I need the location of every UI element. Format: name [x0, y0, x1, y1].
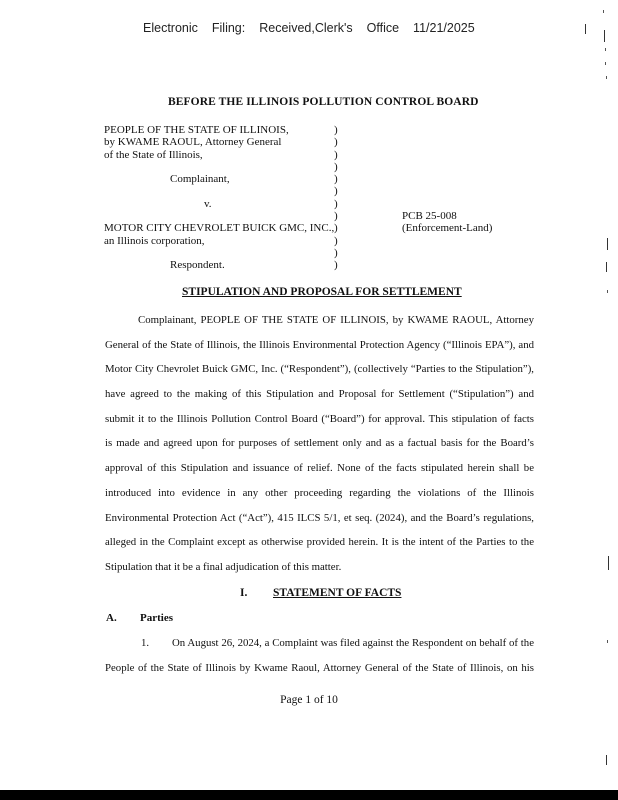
stamp-part: Electronic [143, 21, 198, 35]
intro-line: alleged in the Complaint except as otherwise provided herein. It is the intent of the Parties to the [105, 536, 534, 549]
scan-dot [606, 76, 607, 79]
scan-mark [606, 755, 607, 765]
scan-dot [603, 10, 604, 13]
scan-dot [605, 62, 606, 65]
intro-line: Complainant, PEOPLE OF THE STATE OF ILLINOIS, by KWAME RAOUL, Attorney [138, 314, 534, 326]
intro-line: General of the State of Illinois, the Illinois Environmental Protection Agency (“Illinois EPA”), and [105, 338, 534, 351]
document-title: STIPULATION AND PROPOSAL FOR SETTLEMENT [182, 286, 462, 298]
caption-line: by KWAME RAOUL, Attorney General [104, 136, 282, 149]
paragraph-1 [105, 636, 534, 685]
intro-line: have agreed to the making of this Stipulation and Proposal for Settlement (“Stipulation”) and [105, 388, 534, 401]
subsection-title: Parties [140, 612, 173, 624]
subsection-heading-parties [106, 612, 173, 624]
caption-line: v. [204, 197, 212, 210]
intro-line: Motor City Chevrolet Buick GMC, Inc. (“Respondent”), (collectively “Parties to the Stipulation”), [105, 363, 534, 376]
intro-line: is made and agreed upon for purposes of settlement only and as a factual basis for the Board’s [105, 437, 534, 450]
caption-left [104, 124, 334, 272]
scan-mark [585, 24, 586, 34]
bracket: ) [334, 234, 338, 247]
stamp-part: Filing: [211, 21, 246, 35]
intro-line: submit it to the Illinois Pollution Control Board (“Board”) for approval. This stipulation of facts [105, 412, 534, 425]
paragraph-number: 1. [141, 637, 150, 649]
paragraph-line-text: On August 26, 2024, a Complaint was filed against the Respondent on behalf of the [172, 637, 534, 649]
bracket: ) [334, 246, 338, 259]
caption-line [104, 210, 334, 222]
scan-mark [604, 30, 605, 42]
caption-line: Respondent. [170, 259, 225, 272]
bracket: ) [334, 222, 338, 235]
caption-brackets [334, 124, 338, 272]
bracket: ) [334, 210, 338, 223]
stamp-part: Received,Clerk's [259, 21, 353, 35]
section-title: STATEMENT OF FACTS [273, 587, 402, 599]
bracket: ) [334, 259, 338, 272]
caption-line [104, 247, 334, 259]
section-number: I. [240, 587, 248, 599]
scan-dot [605, 48, 606, 51]
board-title: BEFORE THE ILLINOIS POLLUTION CONTROL BOARD [168, 96, 479, 108]
scan-dot [607, 290, 608, 293]
stamp-part: 11/21/2025 [413, 21, 475, 35]
bracket: ) [334, 173, 338, 186]
caption-line: PEOPLE OF THE STATE OF ILLINOIS, [104, 124, 289, 136]
caption-line [104, 185, 334, 197]
scan-mark [607, 238, 608, 250]
scan-mark [608, 556, 609, 570]
subsection-letter: A. [106, 612, 117, 624]
caption-line [104, 161, 334, 173]
intro-line: introduced into evidence in any other proceeding regarding the violations of the Illinois [105, 486, 534, 499]
bracket: ) [334, 124, 338, 136]
case-number: PCB 25-008 [402, 210, 457, 222]
case-type: (Enforcement-Land) [402, 222, 493, 235]
bracket: ) [334, 197, 338, 210]
scan-mark [606, 262, 607, 272]
bracket: ) [334, 160, 338, 173]
intro-line: Environmental Protection Act (“Act”), 415 ILCS 5/1, et seq. (2024), and the Board’s regulations, [105, 511, 534, 524]
bracket: ) [334, 185, 338, 198]
scan-bottom-band [0, 790, 618, 800]
scan-dot [607, 640, 608, 643]
caption-line: Complainant, [170, 173, 230, 186]
filing-stamp [143, 21, 475, 35]
caption-line: of the State of Illinois, [104, 148, 203, 161]
paragraph-line: People of the State of Illinois by Kwame Raoul, Attorney General of the State of Illinois, on his [105, 661, 534, 674]
case-info [402, 210, 492, 235]
page-footer: Page 1 of 10 [280, 694, 338, 706]
stamp-part: Office [366, 21, 400, 35]
intro-line: approval of this Stipulation and issuance of relief. None of the facts stipulated herein shall be [105, 462, 534, 475]
intro-line: Stipulation that it be a final adjudication of this matter. [105, 560, 342, 573]
intro-paragraph [105, 313, 534, 585]
caption-line: MOTOR CITY CHEVROLET BUICK GMC, INC., [104, 222, 335, 235]
section-heading-statement-of-facts [240, 587, 401, 599]
bracket: ) [334, 148, 338, 161]
paragraph-line [105, 636, 534, 661]
caption-line: an Illinois corporation, [104, 234, 205, 247]
bracket: ) [334, 136, 338, 149]
